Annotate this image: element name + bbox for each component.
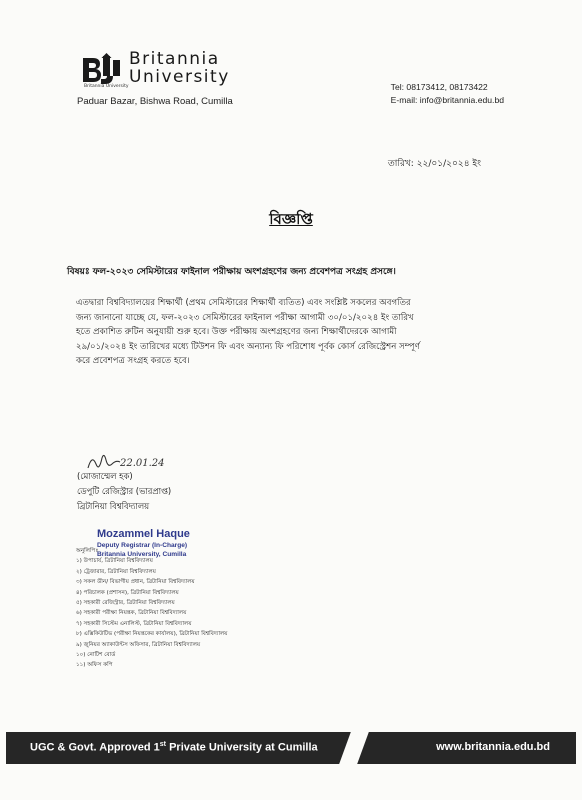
signatory-name: (মোজাম্মেল হক) <box>77 471 133 481</box>
body-line: হতে প্রকাশিত রুটিন অনুযায়ী শুরু হবে। উক্ত পরীক্ষায় অংশগ্রহণের জন্য শিক্ষার্থীদেরকে আগামী <box>76 327 397 337</box>
copy-list-item: ১) উপাচার্য, ব্রিটানিয়া বিশ্ববিদ্যালয় <box>76 558 153 565</box>
body-line: ২৯/০১/২০২৪ ইং তারিখের মধ্যে টিউশন ফি এবং অন্যান্য ফি পরিশোধ পূর্বক কোর্স রেজিস্ট্রেশন সম্পূর্ণ <box>76 341 420 352</box>
footer-divider <box>339 732 369 764</box>
copy-list-item: ১০) নোটিশ বোর্ড <box>76 652 116 659</box>
email-address: E-mail: info@britannia.edu.bd <box>390 95 504 105</box>
body-line: জন্য জানানো যাচ্ছে যে, ফল-২০২৩ সেমিস্টারের ফাইনাল পরীক্ষা আগামী ৩০/০১/২০২৪ ইং তারিখ <box>76 312 414 323</box>
copy-list-item: ৬) সহকারী পরীক্ষা নিয়ন্ত্রক, ব্রিটানিয়া বিশ্ববিদ্যালয় <box>76 610 187 617</box>
footer-bar <box>6 732 576 764</box>
notice-subject: বিষয়ঃ ফল-২০২৩ সেমিস্টারের ফাইনাল পরীক্ষায় অংশগ্রহণের জন্য প্রবেশপত্র সংগ্রহ প্রসঙ্গে। <box>67 267 396 277</box>
signatory-block <box>77 469 171 514</box>
notice-title: বিজ্ঞপ্তি <box>269 210 313 228</box>
copy-list-item: ৫) সহকারী রেজিস্ট্রার, ব্রিটানিয়া বিশ্ববিদ্যালয় <box>76 600 175 607</box>
stamp-designation: Deputy Registrar (In-Charge) <box>97 542 188 549</box>
notice-date: তারিখ: ২২/০১/২০২৪ ইং <box>388 159 481 169</box>
footer-approval-text <box>30 741 318 754</box>
body-line: করে প্রবেশপত্র সংগ্রহ করতে হবে। <box>76 356 190 366</box>
notice-body <box>76 296 508 369</box>
university-logo-icon <box>79 52 125 88</box>
stamp-name: Mozammel Haque <box>97 528 190 540</box>
university-address: Paduar Bazar, Bishwa Road, Cumilla <box>77 96 233 107</box>
university-name-line1: Britannia <box>129 49 220 69</box>
signatory-designation: ডেপুটি রেজিস্ট্রার (ভারপ্রাপ্ত) <box>77 486 172 496</box>
contact-block <box>391 81 504 107</box>
body-line: এতদ্বারা বিশ্ববিদ্যালয়ের শিক্ষার্থী (প্রথম সেমিস্টারের শিক্ষার্থী ব্যতিত) এবং সংশ্লিষ্ট সকলের অবগতির <box>76 298 411 308</box>
university-name-line2: University <box>129 67 230 87</box>
approval-prefix: UGC & Govt. Approved 1 <box>30 741 160 754</box>
approval-superscript: st <box>159 741 167 748</box>
phone-numbers: Tel: 08173412, 08173422 <box>390 82 488 92</box>
copy-list <box>76 546 227 671</box>
copy-list-heading: অনুলিপিঃ <box>76 548 99 554</box>
copy-list-item: ১১) অফিস কপি <box>76 662 113 669</box>
stamp-institution: Britannia University, Cumilla <box>97 551 187 558</box>
signature-date: 22.01.24 <box>120 458 165 469</box>
signatory-institution: ব্রিটানিয়া বিশ্ববিদ্যালয় <box>77 501 150 511</box>
footer-website-link[interactable]: www.britannia.edu.bd <box>436 741 550 753</box>
logo-tagline: Britannia University <box>84 84 129 89</box>
university-name <box>129 50 230 86</box>
copy-list-item: ৭) সহকারী সিস্টেম এনালিস্ট, ব্রিটানিয়া বিশ্ববিদ্যালয় <box>76 620 192 627</box>
copy-list-item: ৪) পরিচালক (প্রশাসন), ব্রিটানিয়া বিশ্ববিদ্যালয় <box>76 589 179 596</box>
copy-list-item: ৮) এক্সিকিউটিভ (পরীক্ষা নিয়ন্ত্রকের কার্যালয়), ব্রিটানিয়া বিশ্ববিদ্যালয় <box>76 631 228 638</box>
copy-list-item: ৩) সকল ডীন/ বিভাগীয় প্রধান, ব্রিটানিয়া বিশ্ববিদ্যালয় <box>76 579 195 586</box>
copy-list-item: ৯) জুনিয়র অ্যাকাউন্টস অফিসার, ব্রিটানিয়া বিশ্ববিদ্যালয় <box>76 641 201 648</box>
copy-list-item: ২) ট্রেজারার, ব্রিটানিয়া বিশ্ববিদ্যালয় <box>76 568 156 575</box>
approval-suffix: Private University at Cumilla <box>166 741 318 754</box>
